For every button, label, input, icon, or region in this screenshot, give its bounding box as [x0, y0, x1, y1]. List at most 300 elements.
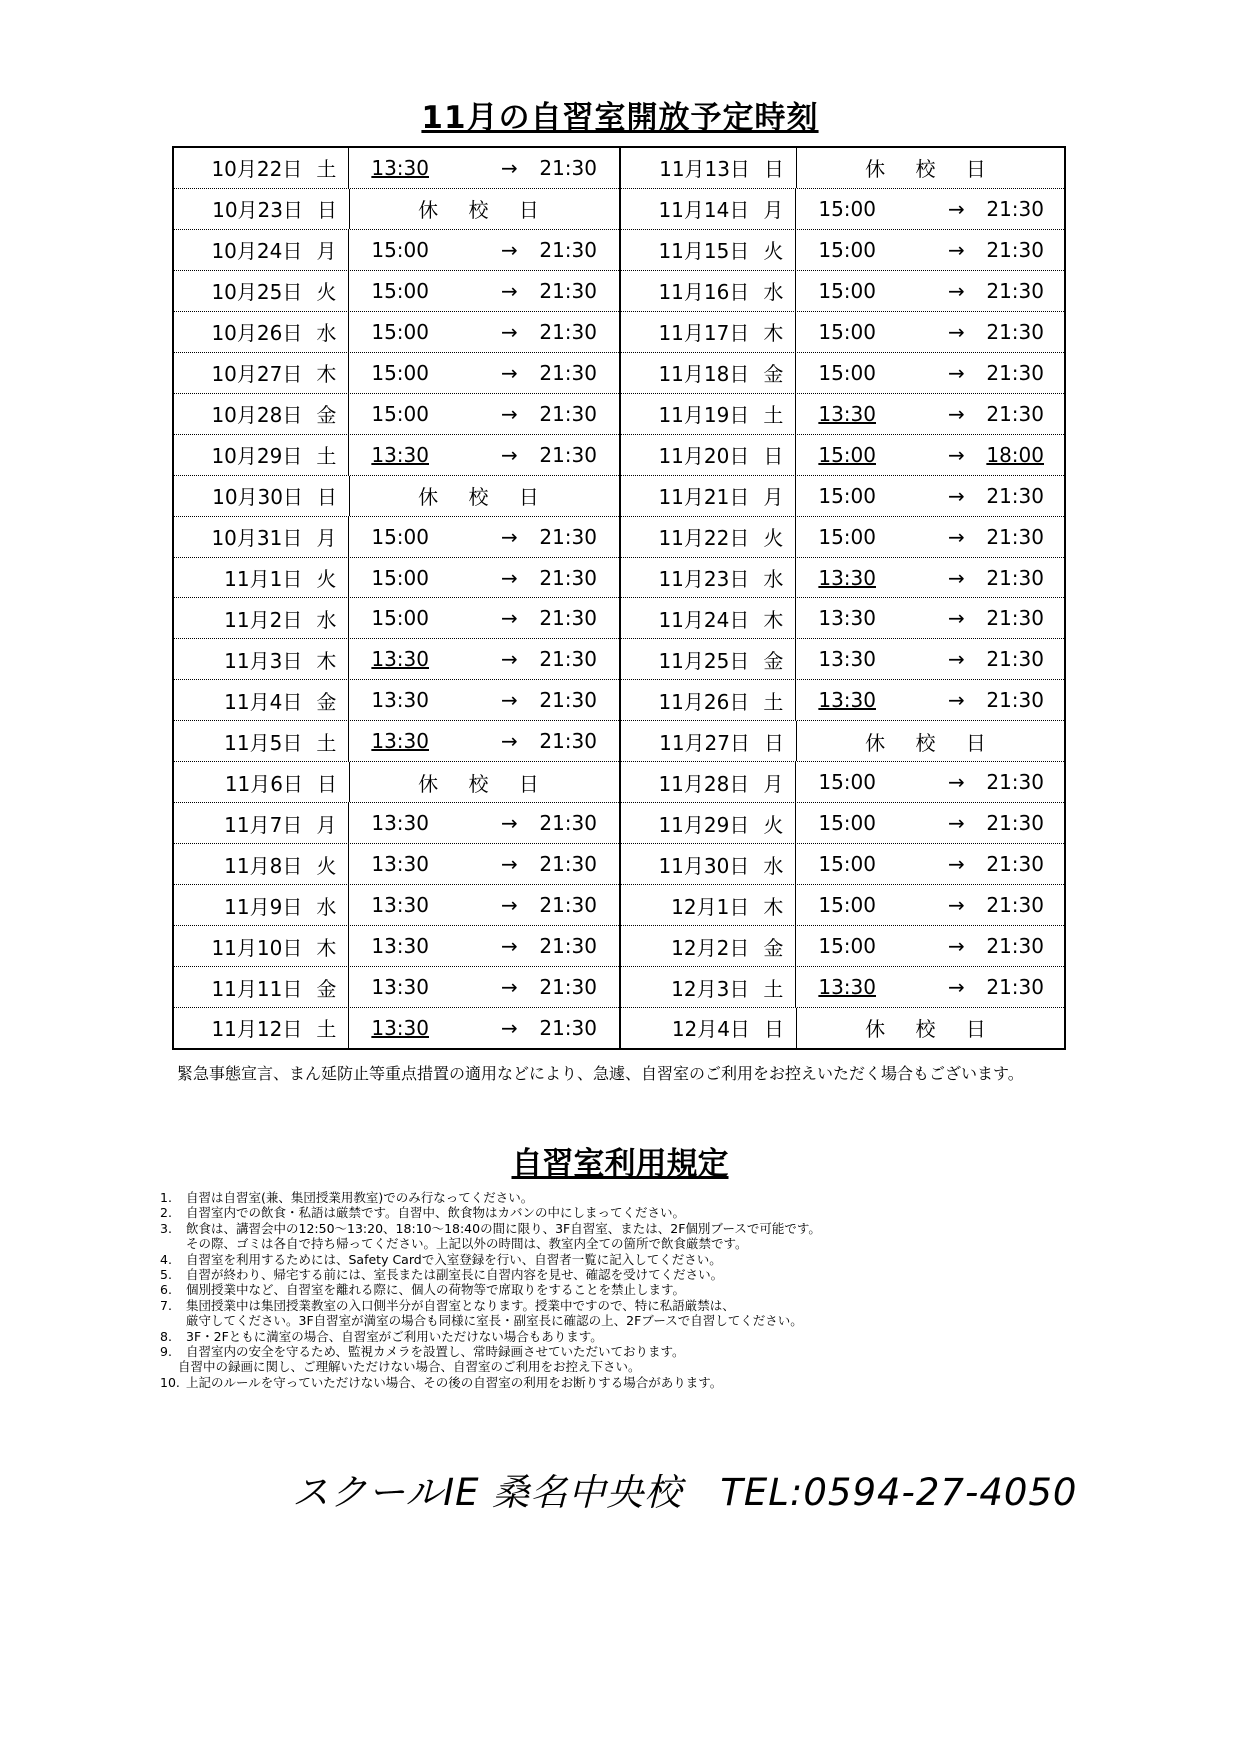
date-label: 11月1日 [224, 567, 303, 591]
weekday-label: 金 [763, 648, 784, 673]
date-label: 11月26日 [658, 689, 750, 714]
rule-number: 7. [160, 1297, 172, 1313]
date-label: 11月16日 [658, 280, 750, 305]
closed-label: 休 校 日 [865, 730, 998, 755]
end-time: 21:30 [539, 811, 597, 836]
weekday-label: 水 [316, 894, 337, 919]
date-label: 11月24日 [658, 607, 750, 632]
schedule-right-column [621, 148, 1066, 1048]
date-label: 10月26日 [211, 321, 303, 346]
date-cell [174, 885, 349, 925]
time-cell [796, 803, 1066, 843]
rule-number: 5. [160, 1267, 172, 1283]
date-label: 10月30日 [212, 485, 303, 510]
end-time: 21:30 [539, 606, 597, 631]
time-cell [796, 394, 1066, 434]
weekday-label: 火 [316, 567, 337, 591]
time-cell [796, 926, 1066, 966]
date-label: 11月10日 [211, 935, 303, 960]
start-time: 15:00 [371, 360, 429, 385]
date-cell [621, 189, 796, 229]
time-cell [349, 271, 619, 311]
weekday-label: 水 [763, 567, 784, 591]
schedule-row [174, 639, 619, 680]
schedule-row [174, 558, 619, 599]
date-label: 11月11日 [211, 976, 303, 1001]
rule-item [160, 1267, 1120, 1282]
start-time: 13:30 [818, 647, 876, 672]
date-cell [174, 598, 349, 638]
date-label: 12月2日 [671, 935, 750, 960]
start-time: 13:30 [371, 688, 429, 713]
rule-text: 自習は自習室(兼、集団授業用教室)でのみ行なってください。 [186, 1190, 534, 1205]
closed-label: 休 校 日 [865, 1017, 998, 1042]
start-time: 15:00 [818, 483, 876, 508]
date-label: 10月29日 [211, 444, 303, 469]
date-label: 11月13日 [659, 157, 750, 182]
start-time: 15:00 [371, 237, 429, 262]
date-label: 11月21日 [658, 485, 750, 510]
end-time: 21:30 [986, 893, 1044, 918]
schedule-row [174, 271, 619, 312]
start-time: 15:00 [371, 524, 429, 549]
rule-text-continued: その際、ゴミは各自で持ち帰ってください。上記以外の時間は、教室内全ての箇所で飲食厳禁です。 [186, 1236, 748, 1252]
arrow-icon: → [500, 319, 518, 344]
weekday-label: 月 [763, 485, 784, 510]
date-cell [174, 517, 349, 557]
date-label: 11月27日 [659, 730, 750, 755]
date-label: 12月4日 [671, 1017, 750, 1042]
schedule-row [174, 885, 619, 926]
arrow-icon: → [500, 524, 518, 549]
rule-item [160, 1252, 1120, 1267]
schedule-table [172, 146, 1066, 1050]
time-cell [349, 844, 619, 884]
time-cell [349, 721, 619, 761]
time-cell [796, 435, 1066, 475]
date-cell [174, 558, 349, 598]
arrow-icon: → [947, 401, 965, 426]
time-cell [349, 967, 619, 1007]
schedule-row [174, 394, 619, 435]
schedule-row [174, 844, 619, 885]
weekday-label: 土 [316, 157, 337, 182]
arrow-icon: → [500, 442, 518, 467]
date-cell [174, 680, 349, 720]
weekday-label: 土 [763, 403, 784, 428]
date-label: 11月8日 [224, 853, 303, 878]
date-cell [174, 926, 349, 966]
date-cell [621, 844, 796, 884]
date-cell [174, 189, 350, 229]
schedule-row [621, 189, 1066, 230]
date-label: 11月22日 [658, 526, 750, 551]
schedule-row [621, 721, 1066, 762]
time-cell [796, 967, 1066, 1007]
start-time: 15:00 [818, 360, 876, 385]
end-time: 21:30 [986, 975, 1044, 1000]
date-cell [174, 967, 349, 1007]
schedule-row [621, 926, 1066, 967]
date-label: 10月22日 [211, 157, 303, 182]
start-time: 15:00 [371, 278, 429, 303]
date-label: 11月25日 [658, 648, 750, 673]
weekday-label: 日 [764, 157, 784, 182]
date-label: 11月19日 [658, 403, 750, 428]
rule-number: 10. [160, 1374, 180, 1390]
rule-text: 個別授業中など、自習室を離れる際に、個人の荷物等で席取りをすることを禁止します。 [186, 1282, 686, 1298]
end-time: 21:30 [986, 811, 1044, 836]
page-title: 11月の自習室開放予定時刻 [421, 100, 819, 136]
rule-item [160, 1221, 1120, 1236]
schedule-row [174, 762, 619, 803]
date-cell [174, 435, 349, 475]
date-cell [174, 312, 349, 352]
date-cell [621, 558, 796, 598]
weekday-label: 木 [763, 321, 784, 346]
date-cell [621, 803, 796, 843]
arrow-icon: → [500, 278, 518, 303]
time-cell [349, 680, 619, 720]
schedule-row [621, 639, 1066, 680]
schedule-row [621, 312, 1066, 353]
schedule-row [621, 435, 1066, 476]
end-time: 21:30 [539, 647, 597, 672]
end-time: 21:30 [539, 401, 597, 426]
date-cell [621, 517, 796, 557]
arrow-icon: → [947, 319, 965, 344]
arrow-icon: → [947, 770, 965, 795]
rule-number: 2. [160, 1205, 172, 1221]
weekday-label: 水 [316, 607, 337, 632]
weekday-label: 火 [316, 853, 337, 878]
arrow-icon: → [947, 934, 965, 959]
start-time: 13:30 [371, 155, 429, 180]
time-cell [349, 517, 619, 557]
schedule-row [621, 885, 1066, 926]
time-cell [796, 189, 1066, 229]
date-cell [174, 353, 349, 393]
date-label: 10月23日 [212, 198, 303, 223]
time-cell [796, 271, 1066, 311]
end-time: 21:30 [539, 729, 597, 754]
weekday-label: 日 [317, 771, 337, 796]
schedule-row [174, 476, 619, 517]
time-cell [796, 762, 1066, 802]
arrow-icon: → [947, 360, 965, 385]
rule-number: 6. [160, 1282, 172, 1298]
rule-number: 3. [160, 1220, 172, 1236]
schedule-row [174, 1008, 619, 1048]
arrow-icon: → [947, 893, 965, 918]
start-time: 13:30 [818, 606, 876, 631]
date-cell [174, 271, 349, 311]
rule-item [160, 1329, 1120, 1344]
weekday-label: 金 [763, 362, 784, 387]
end-time: 21:30 [539, 155, 597, 180]
weekday-label: 木 [763, 607, 784, 632]
time-cell [796, 312, 1066, 352]
arrow-icon: → [500, 688, 518, 713]
date-cell [174, 721, 349, 761]
weekday-label: 日 [764, 1017, 784, 1042]
end-time: 18:00 [986, 442, 1044, 467]
arrow-icon: → [947, 647, 965, 672]
start-time: 15:00 [818, 852, 876, 877]
start-time: 13:30 [371, 729, 429, 754]
end-time: 21:30 [986, 688, 1044, 713]
end-time: 21:30 [539, 565, 597, 590]
weekday-label: 日 [764, 730, 784, 755]
date-label: 11月4日 [224, 689, 303, 714]
end-time: 21:30 [539, 688, 597, 713]
date-cell [174, 476, 350, 516]
time-cell [796, 639, 1066, 679]
date-cell [621, 598, 796, 638]
start-time: 15:00 [818, 196, 876, 221]
date-cell [174, 803, 349, 843]
time-cell [349, 885, 619, 925]
arrow-icon: → [500, 237, 518, 262]
date-label: 11月14日 [658, 198, 750, 223]
rule-text: 飲食は、講習会中の12:50～13:20、18:10～18:40の間に限り、3F自習室、または、2F個別ブースで可能です。 [186, 1220, 821, 1236]
weekday-label: 日 [317, 198, 337, 223]
time-cell [349, 353, 619, 393]
weekday-label: 火 [763, 526, 784, 551]
start-time: 15:00 [371, 401, 429, 426]
rule-number: 8. [160, 1328, 172, 1344]
date-cell [174, 762, 350, 802]
weekday-label: 土 [316, 1017, 337, 1042]
time-cell [796, 680, 1066, 720]
date-cell [174, 844, 349, 884]
date-label: 11月5日 [224, 730, 303, 755]
date-label: 10月28日 [211, 403, 303, 428]
rule-number: 1. [160, 1190, 172, 1205]
schedule-row [174, 926, 619, 967]
start-time: 13:30 [371, 893, 429, 918]
rule-item [160, 1282, 1120, 1297]
time-cell [796, 598, 1066, 638]
weekday-label: 土 [763, 689, 784, 714]
weekday-label: 月 [316, 526, 337, 551]
date-cell [621, 885, 796, 925]
end-time: 21:30 [986, 934, 1044, 959]
arrow-icon: → [947, 975, 965, 1000]
start-time: 15:00 [818, 237, 876, 262]
arrow-icon: → [500, 729, 518, 754]
time-cell [349, 803, 619, 843]
date-label: 10月24日 [211, 239, 303, 264]
end-time: 21:30 [986, 524, 1044, 549]
rule-text: 3F・2Fともに満室の場合、自習室がご利用いただけない場合もあります。 [186, 1328, 603, 1344]
rule-item [160, 1375, 1120, 1390]
date-label: 12月1日 [671, 894, 750, 919]
start-time: 13:30 [371, 852, 429, 877]
schedule-row [621, 353, 1066, 394]
schedule-row [174, 148, 619, 189]
date-label: 10月25日 [211, 280, 303, 305]
date-cell [621, 926, 796, 966]
rule-text: 自習室内での飲食・私語は厳禁です。自習中、飲食物はカバンの中にしまってください。 [186, 1205, 686, 1221]
schedule-row [621, 476, 1066, 517]
date-cell [621, 353, 796, 393]
weekday-label: 月 [316, 239, 337, 264]
rule-text-continued: 厳守してください。3F自習室が満室の場合も同様に室長・副室長に確認の上、2Fブースで自習してください。 [186, 1313, 803, 1329]
end-time: 21:30 [986, 647, 1044, 672]
time-cell [796, 558, 1066, 598]
end-time: 21:30 [539, 524, 597, 549]
time-cell [796, 230, 1066, 270]
rule-text: 自習が終わり、帰宅する前には、室長または副室長に自習内容を見せ、確認を受けてください。 [186, 1267, 724, 1283]
date-label: 10月27日 [211, 362, 303, 387]
rule-item [160, 1344, 1120, 1359]
date-cell [621, 680, 796, 720]
date-cell [621, 1008, 797, 1048]
start-time: 15:00 [818, 524, 876, 549]
notice-text: 緊急事態宣言、まん延防止等重点措置の適用などにより、急遽、自習室のご利用をお控えいただく場合もございます。 [177, 1064, 1024, 1083]
end-time: 21:30 [986, 401, 1044, 426]
time-cell [796, 885, 1066, 925]
time-cell [349, 148, 619, 188]
weekday-label: 日 [763, 444, 784, 469]
time-cell [349, 394, 619, 434]
end-time: 21:30 [539, 360, 597, 385]
end-time: 21:30 [539, 934, 597, 959]
weekday-label: 金 [316, 976, 337, 1001]
schedule-row [621, 844, 1066, 885]
schedule-row [174, 189, 619, 230]
date-label: 11月18日 [658, 362, 750, 387]
arrow-icon: → [947, 852, 965, 877]
schedule-row [621, 1008, 1066, 1048]
schedule-row [174, 598, 619, 639]
arrow-icon: → [500, 606, 518, 631]
date-cell [174, 148, 349, 188]
weekday-label: 火 [763, 812, 784, 837]
arrow-icon: → [947, 688, 965, 713]
rule-item [160, 1298, 1120, 1313]
date-label: 11月2日 [224, 607, 303, 632]
arrow-icon: → [947, 524, 965, 549]
end-time: 21:30 [539, 319, 597, 344]
schedule-row [174, 680, 619, 721]
date-label: 11月7日 [224, 812, 303, 837]
arrow-icon: → [500, 565, 518, 590]
arrow-icon: → [947, 196, 965, 221]
arrow-icon: → [500, 401, 518, 426]
schedule-left-column [174, 148, 621, 1048]
schedule-row [621, 762, 1066, 803]
date-cell [174, 639, 349, 679]
arrow-icon: → [947, 811, 965, 836]
schedule-row [174, 721, 619, 762]
date-cell [621, 476, 796, 516]
schedule-row [174, 435, 619, 476]
start-time: 15:00 [818, 893, 876, 918]
end-time: 21:30 [539, 237, 597, 262]
date-label: 11月23日 [658, 567, 750, 591]
schedule-row [621, 558, 1066, 599]
arrow-icon: → [500, 1015, 518, 1040]
start-time: 13:30 [371, 811, 429, 836]
schedule-row [174, 353, 619, 394]
schedule-row [621, 517, 1066, 558]
closed-label: 休 校 日 [418, 198, 551, 223]
weekday-label: 金 [316, 403, 337, 428]
arrow-icon: → [500, 155, 518, 180]
rule-item [160, 1205, 1120, 1220]
time-cell [796, 844, 1066, 884]
weekday-label: 金 [763, 935, 784, 960]
arrow-icon: → [947, 483, 965, 508]
schedule-row [174, 803, 619, 844]
date-cell [174, 1008, 349, 1048]
date-label: 10月31日 [211, 526, 303, 551]
weekday-label: 水 [316, 321, 337, 346]
schedule-row [621, 148, 1066, 189]
weekday-label: 木 [763, 894, 784, 919]
time-cell [796, 517, 1066, 557]
date-cell [621, 967, 796, 1007]
arrow-icon: → [500, 852, 518, 877]
schedule-row [621, 271, 1066, 312]
rule-number: 4. [160, 1251, 172, 1267]
weekday-label: 金 [316, 689, 337, 714]
time-cell [349, 1008, 619, 1048]
end-time: 21:30 [539, 278, 597, 303]
weekday-label: 土 [316, 444, 337, 469]
end-time: 21:30 [986, 565, 1044, 590]
rule-text-continued: 自習中の録画に関し、ご理解いただけない場合、自習室のご利用をお控え下さい。 [178, 1359, 641, 1375]
time-cell [349, 598, 619, 638]
weekday-label: 木 [316, 935, 337, 960]
rule-item [160, 1190, 1120, 1205]
rules-list [160, 1190, 1120, 1390]
date-cell [621, 312, 796, 352]
end-time: 21:30 [539, 975, 597, 1000]
arrow-icon: → [947, 565, 965, 590]
closed-label: 休 校 日 [865, 157, 998, 182]
date-label: 11月12日 [211, 1017, 303, 1042]
end-time: 21:30 [986, 852, 1044, 877]
end-time: 21:30 [986, 770, 1044, 795]
date-cell [174, 394, 349, 434]
time-cell [349, 926, 619, 966]
time-cell [796, 476, 1066, 516]
weekday-label: 日 [317, 485, 337, 510]
end-time: 21:30 [986, 278, 1044, 303]
date-label: 11月17日 [658, 321, 750, 346]
start-time: 15:00 [818, 770, 876, 795]
date-label: 11月20日 [658, 444, 750, 469]
schedule-row [621, 230, 1066, 271]
start-time: 13:30 [818, 565, 876, 590]
end-time: 21:30 [986, 319, 1044, 344]
time-cell [349, 312, 619, 352]
start-time: 15:00 [818, 278, 876, 303]
weekday-label: 火 [316, 280, 337, 305]
weekday-label: 水 [763, 280, 784, 305]
weekday-label: 月 [316, 812, 337, 837]
end-time: 21:30 [539, 852, 597, 877]
arrow-icon: → [500, 360, 518, 385]
start-time: 15:00 [371, 319, 429, 344]
schedule-row [174, 312, 619, 353]
schedule-row [621, 680, 1066, 721]
arrow-icon: → [947, 237, 965, 262]
weekday-label: 火 [763, 239, 784, 264]
